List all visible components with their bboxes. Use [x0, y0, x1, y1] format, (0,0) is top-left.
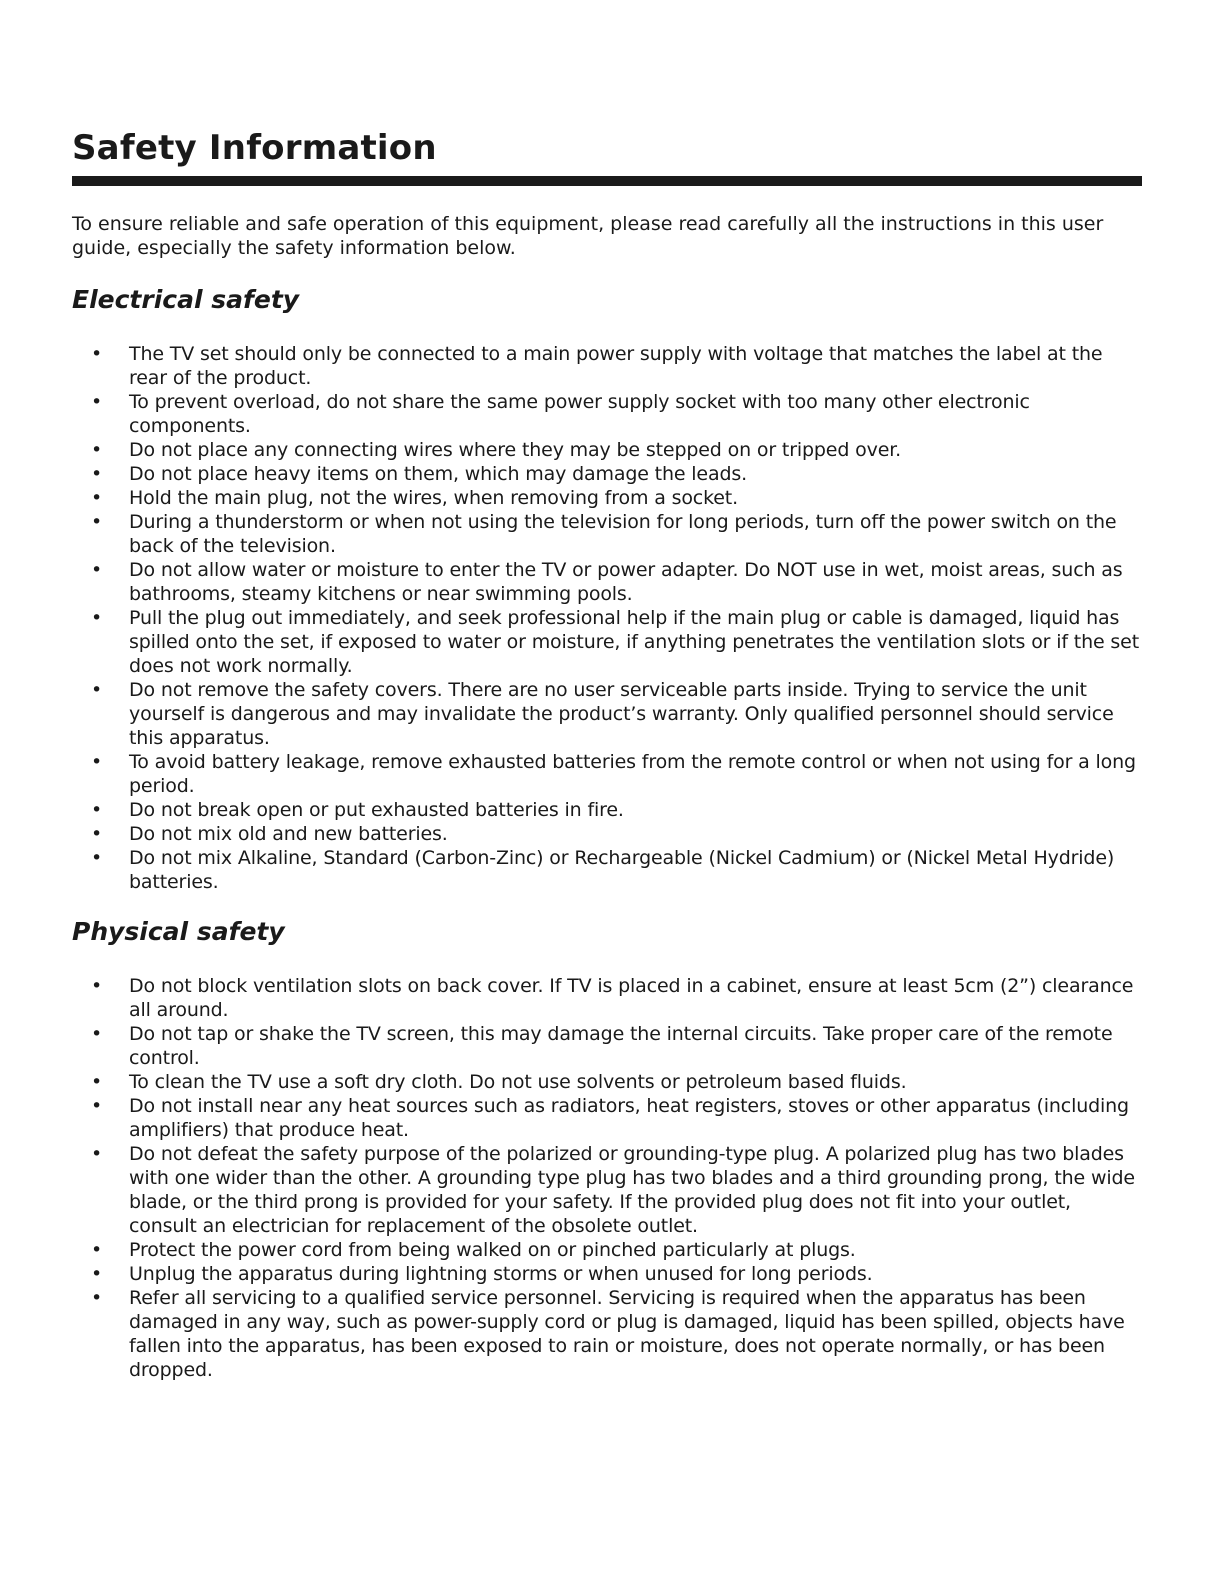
bullet-icon: •	[91, 679, 103, 701]
electrical-safety-heading: Electrical safety	[72, 285, 300, 314]
list-item	[72, 1262, 1142, 1286]
page-title: Safety Information	[72, 128, 437, 168]
list-item-text: To clean the TV use a soft dry cloth. Do not use solvents or petroleum based fluids.	[129, 1071, 907, 1093]
list-item	[72, 1022, 1142, 1070]
list-item	[72, 1238, 1142, 1262]
physical-safety-heading: Physical safety	[72, 917, 285, 946]
list-item-text: During a thunderstorm or when not using the television for long periods, turn off the power switch on the back of the television.	[129, 511, 1117, 557]
list-item-text: Do not place any connecting wires where they may be stepped on or tripped over.	[129, 439, 902, 461]
list-item-text: Protect the power cord from being walked on or pinched particularly at plugs.	[129, 1239, 856, 1261]
bullet-icon: •	[91, 1287, 103, 1309]
electrical-safety-list	[72, 342, 1142, 894]
bullet-icon: •	[91, 511, 103, 533]
bullet-icon: •	[91, 799, 103, 821]
list-item	[72, 1094, 1142, 1142]
intro-paragraph: To ensure reliable and safe operation of this equipment, please read carefully all the instructions in this user guide, especially the safety information below.	[72, 213, 1104, 259]
list-item-text: Do not install near any heat sources such as radiators, heat registers, stoves or other apparatus (including amplifiers) that produce heat.	[129, 1095, 1129, 1141]
physical-safety-list	[72, 974, 1142, 1382]
bullet-icon: •	[91, 487, 103, 509]
list-item	[72, 342, 1142, 390]
list-item	[72, 462, 1142, 486]
list-item	[72, 822, 1142, 846]
list-item	[72, 1142, 1142, 1238]
bullet-icon: •	[91, 823, 103, 845]
list-item	[72, 798, 1142, 822]
list-item-text: The TV set should only be connected to a main power supply with voltage that matches the label at the rear of the product.	[129, 343, 1103, 389]
list-item-text: To prevent overload, do not share the same power supply socket with too many other electronic components.	[129, 391, 1030, 437]
list-item-text: Unplug the apparatus during lightning storms or when unused for long periods.	[129, 1263, 873, 1285]
list-item-text: Do not mix Alkaline, Standard (Carbon-Zinc) or Rechargeable (Nickel Cadmium) or (Nickel Metal Hydride) batteries.	[129, 847, 1115, 893]
list-item-text: Do not mix old and new batteries.	[129, 823, 448, 845]
list-item	[72, 1070, 1142, 1094]
list-item-text: Do not allow water or moisture to enter the TV or power adapter. Do NOT use in wet, moist areas, such as bathrooms, steamy kitchens or near swimming pools.	[129, 559, 1123, 605]
list-item	[72, 390, 1142, 438]
list-item	[72, 510, 1142, 558]
list-item	[72, 678, 1142, 750]
bullet-icon: •	[91, 1239, 103, 1261]
bullet-icon: •	[91, 1071, 103, 1093]
bullet-icon: •	[91, 343, 103, 365]
list-item-text: Refer all servicing to a qualified service personnel. Servicing is required when the apparatus has been damaged in any way, such as power-supply cord or plug is damaged, liquid has been spilled, objects have fallen into the apparatus, has been exposed to rain or moisture, does not operate normally, or has been dropped.	[129, 1287, 1125, 1381]
list-item-text: Do not break open or put exhausted batteries in fire.	[129, 799, 624, 821]
bullet-icon: •	[91, 463, 103, 485]
bullet-icon: •	[91, 1143, 103, 1165]
list-item	[72, 486, 1142, 510]
list-item-text: Hold the main plug, not the wires, when removing from a socket.	[129, 487, 738, 509]
bullet-icon: •	[91, 391, 103, 413]
list-item-text: Do not remove the safety covers. There are no user serviceable parts inside. Trying to service the unit yourself is dangerous and may invalidate the product’s warranty. Only qualified personnel should service this apparatus.	[129, 679, 1114, 749]
list-item-text: Do not defeat the safety purpose of the polarized or grounding-type plug. A polarized plug has two blades with one wider than the other. A grounding type plug has two blades and a third grounding prong, the wide blade, or the third prong is provided for your safety. If the provided plug does not fit into your outlet, consult an electrician for replacement of the obsolete outlet.	[129, 1143, 1135, 1237]
list-item	[72, 606, 1142, 678]
bullet-icon: •	[91, 559, 103, 581]
bullet-icon: •	[91, 751, 103, 773]
list-item-text: Do not block ventilation slots on back cover. If TV is placed in a cabinet, ensure at least 5cm (2”) clearance all around.	[129, 975, 1134, 1021]
list-item-text: To avoid battery leakage, remove exhausted batteries from the remote control or when not using for a long period.	[129, 751, 1136, 797]
document-page	[72, 126, 1142, 1382]
list-item	[72, 438, 1142, 462]
list-item	[72, 846, 1142, 894]
list-item-text: Do not tap or shake the TV screen, this may damage the internal circuits. Take proper care of the remote control.	[129, 1023, 1113, 1069]
list-item-text: Do not place heavy items on them, which may damage the leads.	[129, 463, 747, 485]
list-item	[72, 750, 1142, 798]
bullet-icon: •	[91, 847, 103, 869]
bullet-icon: •	[91, 439, 103, 461]
list-item	[72, 974, 1142, 1022]
list-item	[72, 558, 1142, 606]
bullet-icon: •	[91, 1023, 103, 1045]
title-divider	[72, 176, 1142, 186]
list-item-text: Pull the plug out immediately, and seek professional help if the main plug or cable is damaged, liquid has spilled onto the set, if exposed to water or moisture, if anything penetrates the ventilation slots or if the set does not work normally.	[129, 607, 1139, 677]
bullet-icon: •	[91, 607, 103, 629]
bullet-icon: •	[91, 975, 103, 997]
list-item	[72, 1286, 1142, 1382]
bullet-icon: •	[91, 1095, 103, 1117]
bullet-icon: •	[91, 1263, 103, 1285]
